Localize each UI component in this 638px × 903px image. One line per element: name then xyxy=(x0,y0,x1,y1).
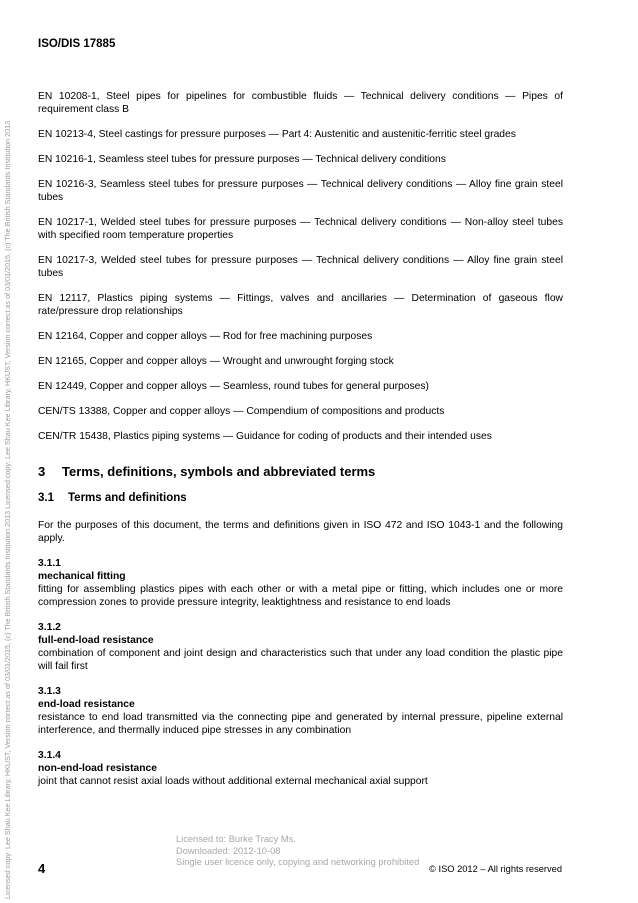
term-entry xyxy=(38,557,563,609)
reference-item: EN 10216-1, Seamless steel tubes for pressure purposes — Technical delivery conditions xyxy=(38,154,446,165)
page-number: 4 xyxy=(38,861,46,876)
document-title: ISO/DIS 17885 xyxy=(38,38,116,50)
copyright-notice: © ISO 2012 – All rights reserved xyxy=(429,864,562,874)
term-name: non-end-load resistance xyxy=(38,763,158,774)
section-3-number: 3 xyxy=(38,464,46,479)
section-3-1-title: Terms and definitions xyxy=(68,492,187,504)
term-name: full-end-load resistance xyxy=(38,635,154,646)
license-line: Single user licence only, copying and networking prohibited xyxy=(176,857,420,867)
reference-item: EN 10208-1, Steel pipes for pipelines for combustible fluids — Technical delivery conditions — Pipes of requirement class B xyxy=(38,91,563,115)
document-header xyxy=(38,38,115,50)
reference-item: EN 12165, Copper and copper alloys — Wrought and unwrought forging stock xyxy=(38,356,394,367)
section-3-1-intro: For the purposes of this document, the terms and definitions given in ISO 472 and ISO 1043-1 and the following apply. xyxy=(38,520,563,544)
reference-item: EN 10213-4, Steel castings for pressure purposes — Part 4: Austenitic and austenitic-ferritic steel grades xyxy=(38,129,516,140)
license-line: Licensed to: Burke Tracy Ms. xyxy=(176,834,296,844)
reference-item: EN 12449, Copper and copper alloys — Seamless, round tubes for general purposes) xyxy=(38,381,429,392)
section-3-1-heading xyxy=(38,492,563,505)
term-number: 3.1.4 xyxy=(38,750,61,761)
page-content xyxy=(38,90,563,800)
term-entry xyxy=(38,685,563,737)
side-watermark xyxy=(0,0,14,903)
section-3-heading xyxy=(38,465,563,478)
reference-item: EN 12117, Plastics piping systems — Fittings, valves and ancillaries — Determination of gaseous flow rate/pressure drop relationships xyxy=(38,293,563,317)
reference-item: CEN/TR 15438, Plastics piping systems — Guidance for coding of products and their intended uses xyxy=(38,431,492,442)
term-number: 3.1.1 xyxy=(38,558,61,569)
term-number: 3.1.3 xyxy=(38,686,61,697)
license-notice xyxy=(176,834,419,869)
section-3-title: Terms, definitions, symbols and abbreviated terms xyxy=(62,464,376,479)
term-definition: fitting for assembling plastics pipes with each other or with a metal pipe or fitting, which includes one or more compression zones to provide pressure integrity, leaktightness and resistance to end loads xyxy=(38,584,563,608)
term-definition: resistance to end load transmitted via the connecting pipe and generated by internal pressure, pipeline external interference, and thermally induced pipe stresses in any combination xyxy=(38,712,563,736)
reference-item: EN 12164, Copper and copper alloys — Rod for free machining purposes xyxy=(38,331,373,342)
term-definition: combination of component and joint design and characteristics such that under any load condition the plastic pipe will fail first xyxy=(38,648,563,672)
term-name: mechanical fitting xyxy=(38,571,126,582)
term-name: end-load resistance xyxy=(38,699,135,710)
reference-item: EN 10217-1, Welded steel tubes for pressure purposes — Technical delivery conditions — Non-alloy steel tubes with specified room temperature properties xyxy=(38,217,563,241)
section-3-1-number: 3.1 xyxy=(38,492,54,504)
term-entry xyxy=(38,749,563,788)
normative-references-list xyxy=(38,90,563,443)
license-line: Downloaded: 2012-10-08 xyxy=(176,845,281,856)
side-watermark-text: Licensed copy: Lee Shau Kee Library, HKUST, Version correct as of 03/01/2015, (c) The British Standards Institution 2013 Licensed copy: Lee Shau Kee Library, HKUST, Version correct as of 03/01/2015, (c) The British Standards Institution 2013 xyxy=(3,120,12,899)
reference-item: EN 10217-3, Welded steel tubes for pressure purposes — Technical delivery conditions — Alloy fine grain steel tubes xyxy=(38,255,563,279)
reference-item: EN 10216-3, Seamless steel tubes for pressure purposes — Technical delivery conditions — Alloy fine grain steel tubes xyxy=(38,179,563,203)
term-definition: joint that cannot resist axial loads without additional external mechanical axial support xyxy=(38,776,428,787)
reference-item: CEN/TS 13388, Copper and copper alloys — Compendium of compositions and products xyxy=(38,406,445,417)
term-entry xyxy=(38,621,563,673)
term-number: 3.1.2 xyxy=(38,622,61,633)
